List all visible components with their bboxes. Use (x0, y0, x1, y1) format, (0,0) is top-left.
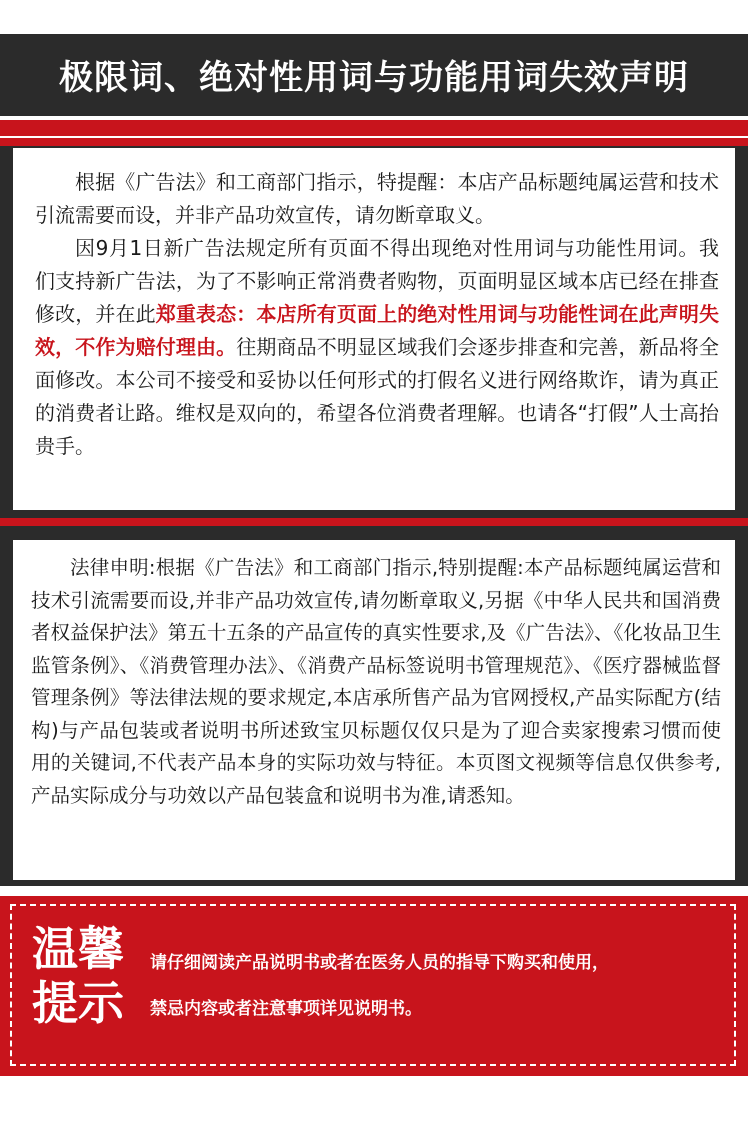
warm-tips-banner (0, 896, 748, 1076)
legal-panel-red-stripe (0, 518, 748, 526)
notice-panel (0, 138, 748, 518)
warm-tips-text (150, 940, 742, 1032)
notice-paragraph-1: 根据《广告法》和工商部门指示，特提醒：本店产品标题纯属运营和技术引流需要而设，并非产品功效宣传，请勿断章取义。 (35, 170, 719, 227)
legal-panel (0, 518, 748, 886)
page-title: 极限词、绝对性用词与功能用词失效声明 (59, 58, 689, 98)
warm-tips-mark-line-1: 温馨 (32, 922, 124, 976)
notice-paragraph-2 (35, 232, 719, 463)
notice-panel-red-stripe (0, 138, 748, 146)
warm-tips-line-2: 禁忌内容或者注意事项详见说明书。 (150, 999, 422, 1019)
warm-tips-mark (32, 922, 142, 1030)
legal-card (13, 540, 735, 880)
header-bar (0, 34, 748, 116)
notice-red-statement: 郑重表态：本店所有页面上的绝对性用词与功能性词在此声明失效，不作为赔付理由。 (35, 302, 720, 359)
header-red-stripe (0, 120, 748, 136)
warm-tips-mark-line-2: 提示 (32, 976, 124, 1030)
legal-statement: 法律申明:根据《广告法》和工商部门指示,特别提醒:本产品标题纯属运营和技术引流需要而设,并非产品功效宣传,请勿断章取义,另据《中华人民共和国消费者权益保护法》第五十五条的产品宣传的真实性要求,及《广告法》、《化妆品卫生监管条例》、《消费管理办法》、《消费产品标签说明书管理规范》、《医疗器械监督管理条例》等法律法规的要求规定,本店承所售产品为官网授权,产品实际配方(结构)与产品包装或者说明书所述致宝贝标题仅仅只是为了迎合卖家搜索习惯而使用的关键词,不代表产品本身的实际功效与特征。本页图文视频等信息仅供参考,产品实际成分与功效以产品包装盒和说明书为准,请悉知。 (31, 556, 721, 807)
notice-paragraph-2-start: 因9月1日新广告法规定所有页面不得出现绝对性用词与功能性用词。我们支持新广告法，为了不影响正常消费者购物，页面明显区域本店已经在排查修改，并在此 (35, 236, 719, 326)
notice-paragraph-2-end: 往期商品不明显区域我们会逐步排查和完善，新品将全面修改。本公司不接受和妥协以任何形式的打假名义进行网络欺诈，请为真正的消费者让路。维权是双向的，希望各位消费者理解。也请各“打假”人士高抬贵手。 (35, 335, 720, 458)
warm-tips-line-1: 请仔细阅读产品说明书或者在医务人员的指导下购买和使用， (150, 953, 609, 973)
notice-card (13, 148, 735, 510)
